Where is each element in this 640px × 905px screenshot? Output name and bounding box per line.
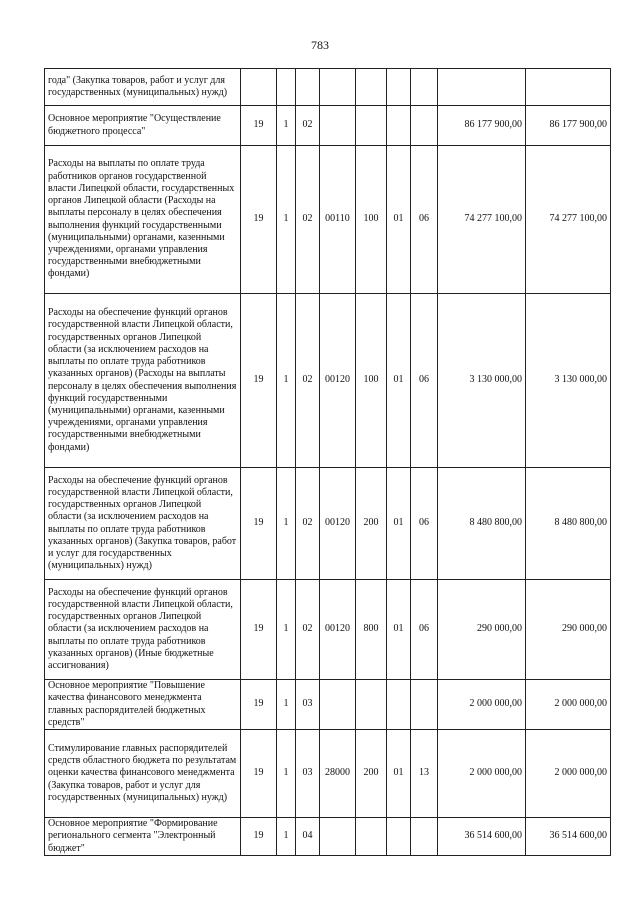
cell-c5 (356, 106, 387, 146)
cell-c3: 02 (296, 468, 320, 580)
page-number: 783 (311, 38, 329, 52)
table-row (45, 106, 611, 146)
cell-c3: 03 (296, 730, 320, 818)
cell-amount-2: 290 000,00 (526, 580, 611, 680)
cell-c4: 00120 (320, 468, 356, 580)
cell-amount-1: 2 000 000,00 (438, 680, 526, 730)
cell-c1: 19 (241, 146, 277, 294)
table-row (45, 468, 611, 580)
cell-c1: 19 (241, 680, 277, 730)
table-row (45, 818, 611, 856)
cell-c6: 01 (387, 580, 411, 680)
cell-amount-2: 3 130 000,00 (526, 294, 611, 468)
cell-c4 (320, 818, 356, 856)
row-name: Расходы на обеспечение функций органов государственной власти Липецкой области, государственных органов Липецкой области (за исключением расходов на выплаты по оплате труда работников указанных органов) (Закупка товаров, работ и услуг для государственных (муниципальных) нужд) (45, 468, 241, 580)
table-row (45, 580, 611, 680)
cell-c7 (411, 680, 438, 730)
cell-c7 (411, 818, 438, 856)
cell-c3: 03 (296, 680, 320, 730)
cell-amount-1: 290 000,00 (438, 580, 526, 680)
cell-c1: 19 (241, 468, 277, 580)
cell-c4: 00120 (320, 580, 356, 680)
cell-c6: 01 (387, 294, 411, 468)
cell-c6: 01 (387, 146, 411, 294)
cell-amount-2: 74 277 100,00 (526, 146, 611, 294)
cell-c3: 02 (296, 580, 320, 680)
cell-amount-2: 2 000 000,00 (526, 680, 611, 730)
cell-c3: 02 (296, 146, 320, 294)
cell-c1 (241, 69, 277, 106)
cell-c3: 04 (296, 818, 320, 856)
cell-c5: 200 (356, 730, 387, 818)
cell-amount-1: 2 000 000,00 (438, 730, 526, 818)
cell-amount-1 (438, 69, 526, 106)
cell-c5 (356, 680, 387, 730)
table-row (45, 146, 611, 294)
cell-c7: 06 (411, 294, 438, 468)
cell-c5: 100 (356, 146, 387, 294)
cell-c1: 19 (241, 106, 277, 146)
cell-c2: 1 (277, 580, 296, 680)
cell-c3 (296, 69, 320, 106)
cell-c3: 02 (296, 294, 320, 468)
cell-c5 (356, 69, 387, 106)
row-name: Основное мероприятие "Осуществление бюджетного процесса" (45, 106, 241, 146)
cell-c4 (320, 69, 356, 106)
cell-amount-2: 8 480 800,00 (526, 468, 611, 580)
cell-c4 (320, 680, 356, 730)
cell-c2: 1 (277, 106, 296, 146)
cell-c5: 100 (356, 294, 387, 468)
row-name: Основное мероприятие "Формирование регионального сегмента "Электронный бюджет" (45, 818, 241, 856)
cell-c5: 800 (356, 580, 387, 680)
cell-c4: 00120 (320, 294, 356, 468)
cell-c2: 1 (277, 680, 296, 730)
cell-c7: 13 (411, 730, 438, 818)
table-row (45, 294, 611, 468)
row-name: Расходы на обеспечение функций органов государственной власти Липецкой области, государственных органов Липецкой области (за исключением расходов на выплаты по оплате труда работников указанных органов) (Расходы на выплаты персоналу в целях обеспечения выполнения функций государственными (муниципальными) органами, казенными учреждениями, органами управления государственными внебюджетными фондами) (45, 294, 241, 468)
cell-c1: 19 (241, 580, 277, 680)
cell-c1: 19 (241, 294, 277, 468)
cell-c2: 1 (277, 468, 296, 580)
cell-c6: 01 (387, 468, 411, 580)
cell-c6 (387, 680, 411, 730)
cell-c2: 1 (277, 146, 296, 294)
cell-c2: 1 (277, 818, 296, 856)
cell-amount-1: 8 480 800,00 (438, 468, 526, 580)
cell-c7: 06 (411, 580, 438, 680)
table-row (45, 69, 611, 106)
cell-amount-2: 36 514 600,00 (526, 818, 611, 856)
cell-amount-1: 3 130 000,00 (438, 294, 526, 468)
cell-c4: 00110 (320, 146, 356, 294)
cell-c6 (387, 106, 411, 146)
cell-c1: 19 (241, 730, 277, 818)
cell-amount-1: 86 177 900,00 (438, 106, 526, 146)
cell-amount-2: 86 177 900,00 (526, 106, 611, 146)
cell-c6: 01 (387, 730, 411, 818)
cell-c2: 1 (277, 294, 296, 468)
cell-amount-1: 74 277 100,00 (438, 146, 526, 294)
cell-c6 (387, 818, 411, 856)
cell-c3: 02 (296, 106, 320, 146)
cell-c1: 19 (241, 818, 277, 856)
cell-c5: 200 (356, 468, 387, 580)
row-name: Расходы на обеспечение функций органов государственной власти Липецкой области, государственных органов Липецкой области (за исключением расходов на выплаты по оплате труда работников указанных органов) (Иные бюджетные ассигнования) (45, 580, 241, 680)
cell-c2: 1 (277, 730, 296, 818)
table-row (45, 680, 611, 730)
cell-c7 (411, 69, 438, 106)
row-name: Основное мероприятие "Повышение качества финансового менеджмента главных распорядителей бюджетных средств" (45, 680, 241, 730)
cell-amount-2 (526, 69, 611, 106)
table-row (45, 730, 611, 818)
cell-c5 (356, 818, 387, 856)
row-name: года" (Закупка товаров, работ и услуг для государственных (муниципальных) нужд) (45, 69, 241, 106)
cell-c4: 28000 (320, 730, 356, 818)
budget-table (44, 68, 611, 856)
cell-c7 (411, 106, 438, 146)
cell-c2 (277, 69, 296, 106)
row-name: Стимулирование главных распорядителей средств областного бюджета по результатам оценки качества финансового менеджмента (Закупка товаров, работ и услуг для государственных (муниципальных) нужд) (45, 730, 241, 818)
cell-c6 (387, 69, 411, 106)
cell-amount-2: 2 000 000,00 (526, 730, 611, 818)
cell-amount-1: 36 514 600,00 (438, 818, 526, 856)
cell-c7: 06 (411, 468, 438, 580)
cell-c4 (320, 106, 356, 146)
cell-c7: 06 (411, 146, 438, 294)
row-name: Расходы на выплаты по оплате труда работников органов государственной власти Липецкой области, государственных органов Липецкой области (Расходы на выплаты персоналу в целях обеспечения выполнения функций государственными (муниципальными) органами, казенными учреждениями, органами управления государственными внебюджетными фондами) (45, 146, 241, 294)
